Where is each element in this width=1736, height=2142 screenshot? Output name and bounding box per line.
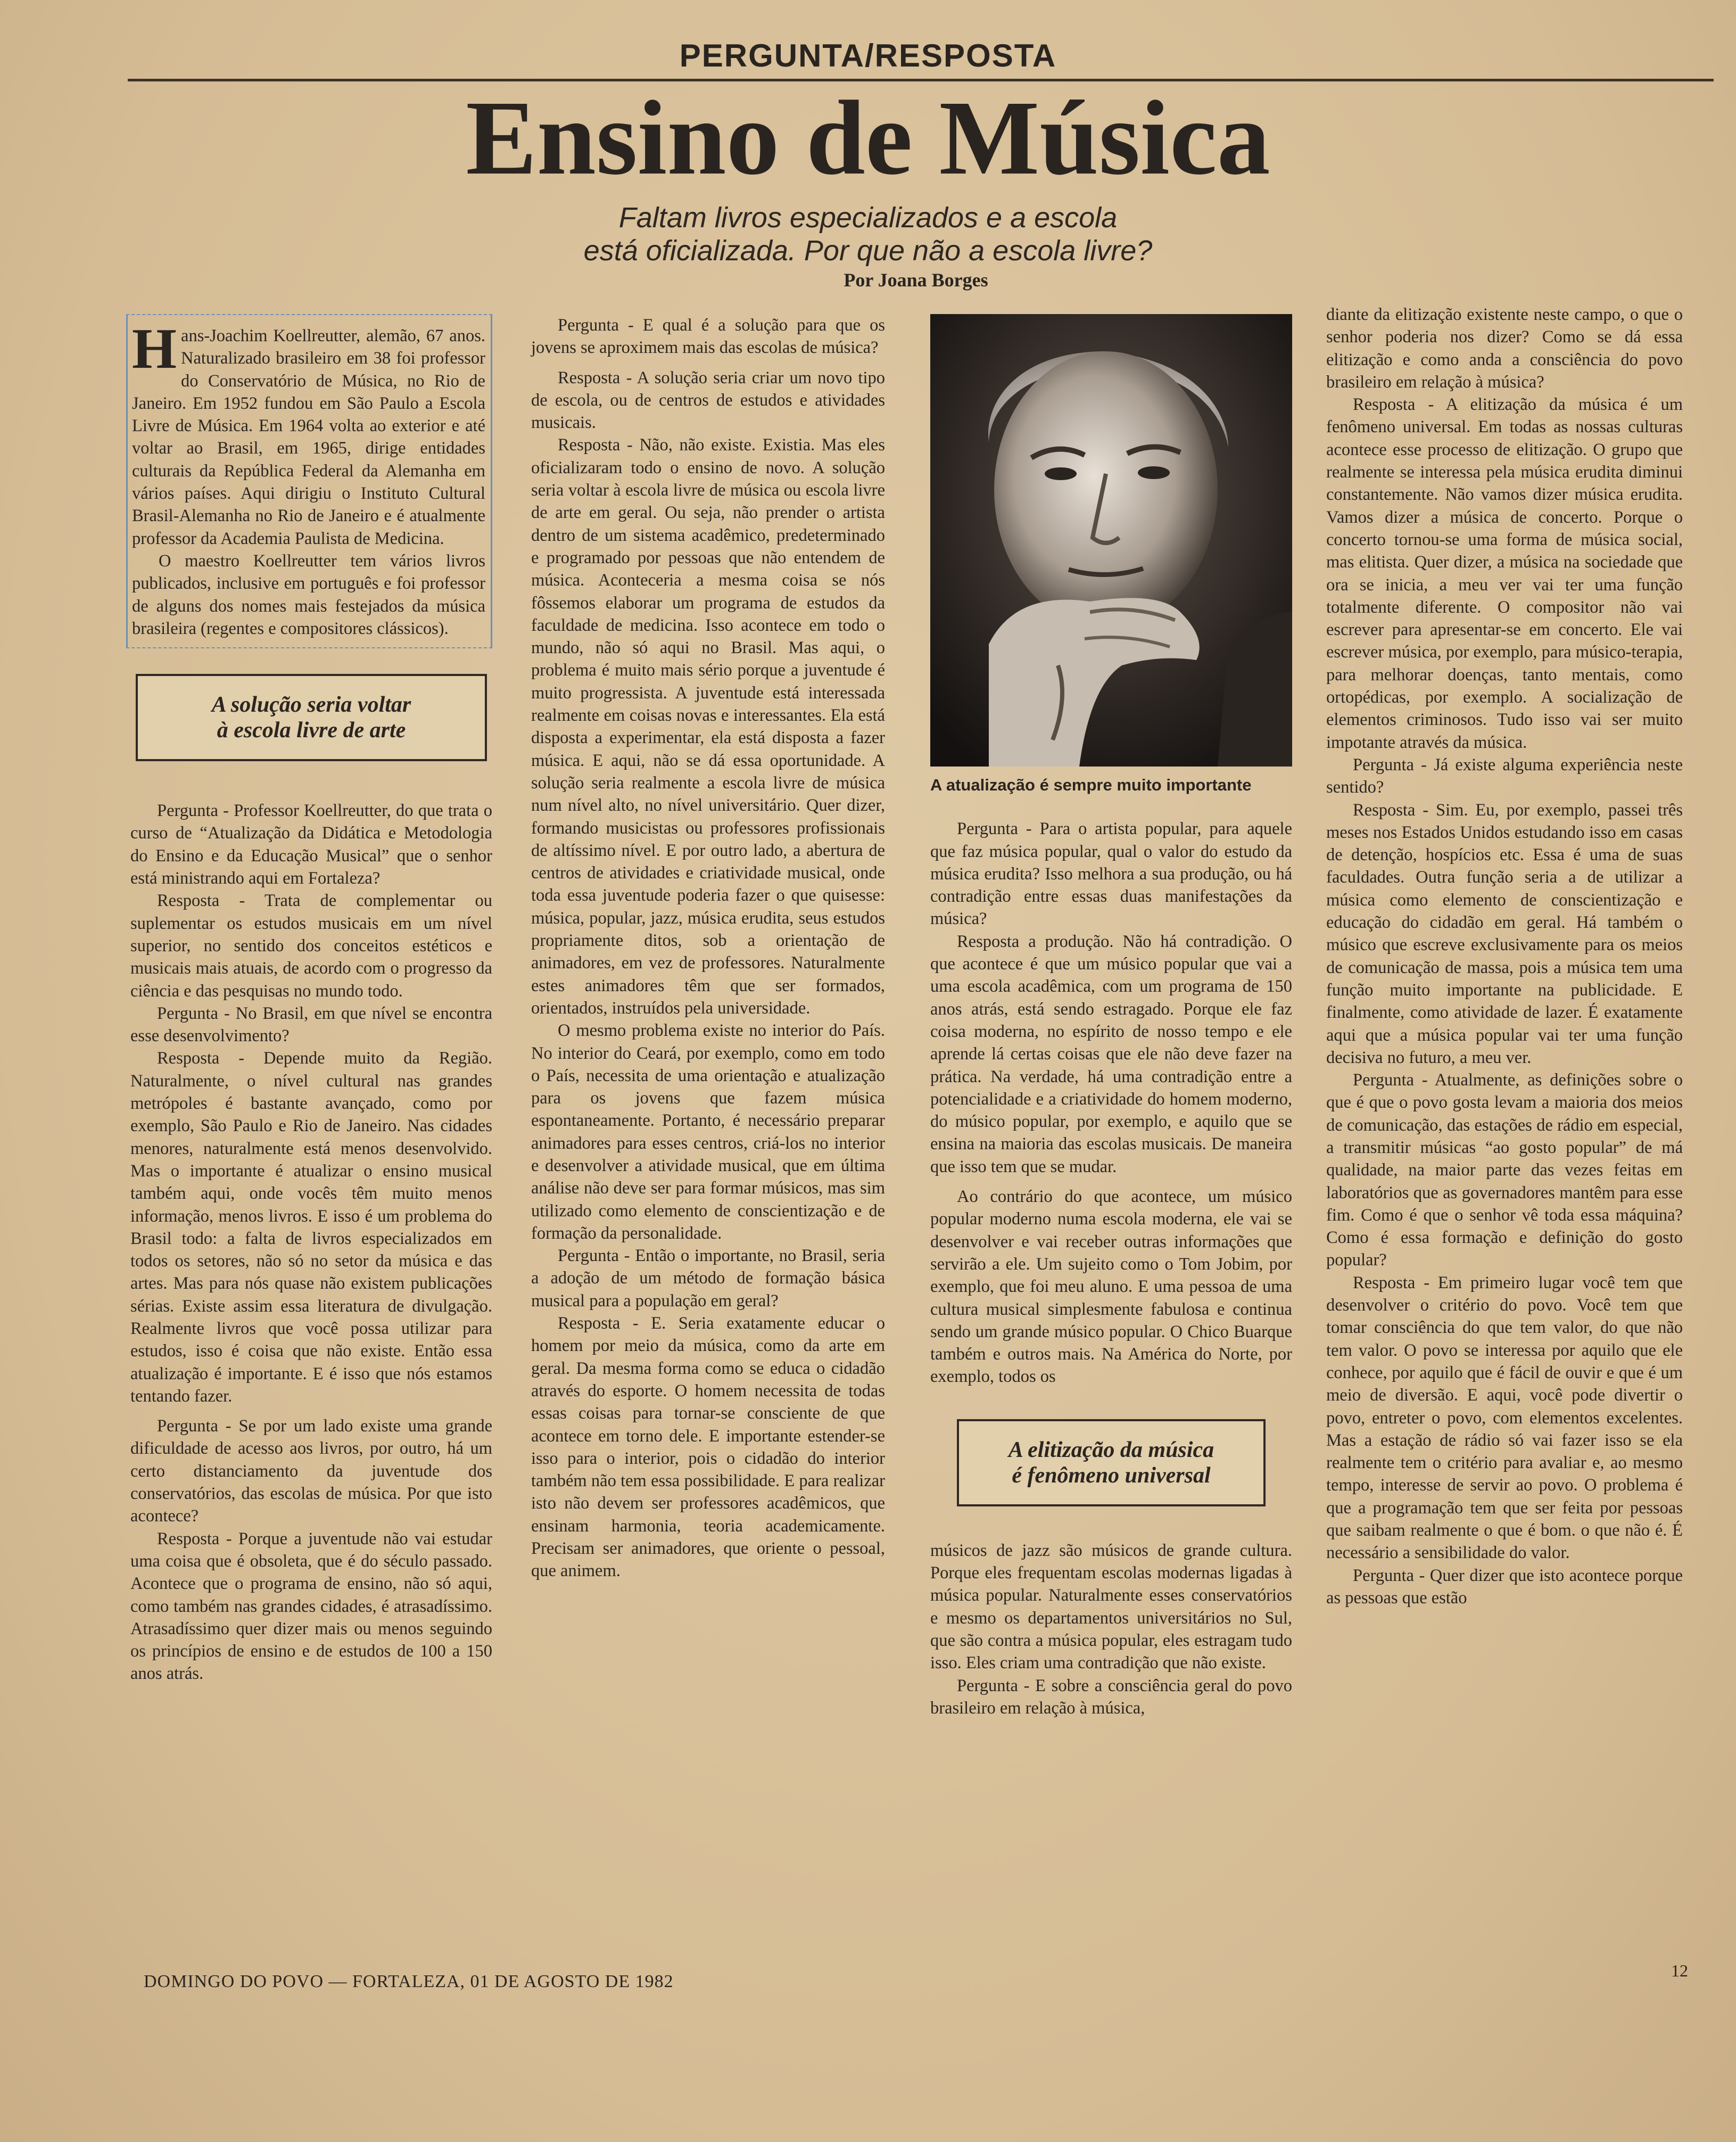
paragraph: Pergunta - E sobre a consciência geral do povo brasileiro em relação à música,	[930, 1676, 1292, 1718]
paragraph: O mesmo problema existe no interior do País. No interior do Ceará, por exemplo, como em todo o País, necessita de uma orientação e atualização para os jovens que fazem música espontaneamente. Portanto, é necessário preparar animadores para esses centros, criá-los no interior e desenvolver a atividade musical, que em última análise não deve ser para formar músicos, mas sim utilizado como elemento de conscientização e de formação da personalidade.	[531, 1021, 885, 1243]
pullquote-2: A elitização da música é fenômeno universal	[957, 1419, 1266, 1506]
paragraph: Pergunta - Atualmente, as definições sobre o que é que o povo gosta levam a maioria dos meios de comunicação, das estações de rádio em especial, a transmitir músicas “ao gosto popular” de má qualidade, na maior parte das vezes feitas em laboratórios que as governadores mantêm para esse fim. Como é que o senhor vê toda essa máquina? Como é essa formação e definição do gosto popular?	[1326, 1070, 1683, 1270]
bio-paragraph-2: O maestro Koellreutter tem vários livros publicados, inclusive em português e foi professor de alguns dos nomes mais festejados da música brasileira (regentes e compositores clássicos).	[132, 551, 485, 638]
paragraph: Resposta - Em primeiro lugar você tem que desenvolver o critério do povo. Você tem que tomar consciência do que tem valor, do que não tem valor. O povo se interessa por aquilo que ele conhece, por aquilo que é fácil de ouvir e que é um meio de diversão. E aqui, você pode divertir o povo, entreter o povo, com elementos excelentes. Mas a estação de rádio só vai fazer isso se ela realmente tem o critério para avaliar e, ao mesmo tempo, interesse de servir ao povo. O problema é que a programação tem que ser feita por pessoas que saibam realmente o que é bom. o que não é. É necessário a sensibilidade do valor.	[1326, 1273, 1683, 1563]
paragraph: Ao contrário do que acontece, um músico popular moderno numa escola moderna, ele vai se desenvolver e vai receber outras informações que servirão a ele. Um sujeito como o Tom Jobim, por exemplo, que foi meu aluno. E uma pessoa de uma cultura musical simplesmente fabulosa e continua sendo um grande músico popular. O Chico Buarque também e outros mais. Na América do Norte, por exemplo, todos os	[930, 1187, 1292, 1387]
paragraph: Pergunta - Já existe alguma experiência neste sentido?	[1326, 755, 1683, 797]
paragraph: Pergunta - No Brasil, em que nível se encontra esse desenvolvimento?	[130, 1003, 492, 1046]
column-3	[930, 314, 1292, 1719]
paragraph: Pergunta - Para o artista popular, para aquele que faz música popular, qual o valor do estudo da música erudita? Isso melhora a sua produção, ou há contradição entre essas duas manifestações da música?	[930, 819, 1292, 929]
section-label: PERGUNTA/RESPOSTA	[679, 38, 1057, 73]
paragraph: Pergunta - Quer dizer que isto acontece porque as pessoas que estão	[1326, 1566, 1683, 1608]
page-number: 12	[1671, 1961, 1688, 1980]
paragraph: Resposta - Trata de complementar ou suplementar os estudos musicais em um nível superior, no sentido dos conceitos estéticos e musicais mais atuais, de acordo com o progresso da ciência e das pesquisas no mundo todo.	[130, 891, 492, 1001]
paragraph: Pergunta - Professor Koellreutter, do que trata o curso de “Atualização da Didática e Metodologia do Ensino e da Educação Musical” que o senhor está ministrando aqui em Fortaleza?	[130, 801, 492, 888]
paragraph: Resposta - E. Seria exatamente educar o homem por meio da música, como da arte em geral. Da mesma forma como se educa o cidadão através do esporte. O homem necessita de todas essas coisas para tornar-se consciente de que acontece em torno dele. E importante estender-se isso para o interior, pois o cidadão do interior também não tem essa possibilidade. E para realizar isto não devem ser professores acadêmicos, que ensinam harmonia, teoria academicamente. Precisam ser animadores, que oriente o pessoal, que animem.	[531, 1314, 885, 1581]
paragraph: diante da elitização existente neste campo, o que o senhor poderia nos dizer? Como se dá essa elitização e como anda a consciência do povo brasileiro em relação à música?	[1326, 305, 1683, 392]
paragraph: Resposta - Porque a juventude não vai estudar uma coisa que é obsoleta, que é do século passado. Acontece que o programa de ensino, não só aqui, como também nas grandes cidades, é atrasadíssimo. Atrasadíssimo quer dizer mais ou menos seguindo os princípios de ensino e de estudos de 100 a 150 anos atrás.	[130, 1529, 492, 1684]
bio-paragraph-1: Hans-Joachim Koellreutter, alemão, 67 anos. Naturalizado brasileiro em 38 foi professor do Conservatório de Música, no Rio de Janeiro. Em 1952 fundou em São Paulo a Escola Livre de Música. Em 1964 volta ao exterior e até voltar ao Brasil, em 1965, dirige entidades culturais da República Federal da Alemanha em vários países. Aqui dirigiu o Instituto Cultural Brasil-Alemanha no Rio de Janeiro e é atualmente professor da Academia Paulista de Medicina.	[132, 317, 485, 548]
paragraph: Resposta - Não, não existe. Existia. Mas eles oficializaram todo o ensino de novo. A solução seria voltar à escola livre de música ou escola livre de arte em geral. Ou seja, não prender o artista dentro de um sistema acadêmico, predeterminado e programado por pessoas que não entendem de música. Aconteceria a mesma coisa se nós fôssemos elaborar um programa de estudos da faculdade de medicina. Isso acontece em todo o mundo, não só aqui no Brasil. Mas aqui, o problema é muito mais sério porque a juventude é muito progressista. A juventude está interessada realmente em coisas novas e interessantes. Ela está disposta a experimentar, ela está disposta a fazer música. E aqui, não se dá essa oportunidade. A solução seria realmente a escola livre de música num nível alto, no nível universitário. Quer dizer, formando musicistas ou professores profissionais de altíssimo nível. E por outro lado, a abertura de centros de atividades e criatividade musical, onde toda essa juventude poderia fazer o que quisesse: música, popular, jazz, música erudita, seus estudos propriamente ditos, sob a orientação de animadores, em vez de professores. Naturalmente estes animadores têm que ser formados, orientados, instruídos pela universidade.	[531, 435, 885, 1018]
headline: Ensino de Música	[466, 79, 1270, 197]
drop-cap: H	[132, 317, 177, 381]
deck	[0, 201, 1736, 267]
pullquote-1: A solução seria voltar à escola livre de arte	[136, 674, 487, 761]
column-4	[1326, 303, 1683, 1609]
paragraph: Resposta - Depende muito da Região. Naturalmente, o nível cultural nas grandes metrópoles é bastante avançado, como por exemplo, São Paulo e Rio de Janeiro. Nas cidades menores, naturalmente está menos desenvolvido. Mas o importante é atualizar o ensino musical também aqui, onde vocês têm muito menos informação, menos livros. E isso é um problema do Brasil todo: a falta de livros especializados em todos os setores, não só no setor da música e das artes. Mas para nós quase não existem publicações sérias. Existe assim essa literatura de divulgação. Realmente livros que você possa utilizar para estudos, isso é coisa que não existe. Então essa atualização é importante. E é isso que nós estamos tentando fazer.	[130, 1049, 492, 1406]
portrait-photo	[930, 314, 1292, 767]
portrait-illustration	[930, 314, 1292, 767]
byline: Por Joana Borges	[844, 269, 988, 291]
paragraph: Pergunta - Então o importante, no Brasil, seria a adoção de um método de formação básica musical para a população em geral?	[531, 1246, 885, 1311]
paragraph: Resposta - A solução seria criar um novo tipo de escola, ou de centros de estudos e atividades musicais.	[531, 368, 885, 433]
paragraph: Resposta - A elitização da música é um fenômeno universal. Em todas as nossas culturas acontece esse processo de elitização. O grupo que realmente se interessa pela música erudita diminui constantemente. Não vamos dizer música erudita. Vamos dizer a música de concerto. Porque o concerto tornou-se uma forma de música social, mas elitista. Quer dizer, a música na sociedade que ora se inicia, a meu ver vai ter uma função totalmente diferente. O compositor não vai escrever para apresentar-se em concerto. Ele vai escrever música, por exemplo, para músico-terapia, para melhorar doenças, tanto mentais, como ortopédicas, por exemplo. A socialização de elementos criminosos. Tudo isso vai ser muito impotante através da música.	[1326, 395, 1683, 752]
paragraph: Resposta a produção. Não há contradição. O que acontece é que um músico popular que vai a uma escola acadêmica, com um programa de 150 anos atrás, está sendo estragado. Porque ele faz coisa moderna, no espírito de nosso tempo e ele aprende lá certas coisas que ele não deve fazer na prática. Na verdade, há uma contradição entre a potencialidade e a criatividade do homem moderno, do músico popular, por exemplo, e aquilo que se ensina na maioria das escolas musicais. De maneira que isso tem que se mudar.	[930, 932, 1292, 1176]
deck-line-1: Faltam livros especializados e a escola	[618, 202, 1118, 234]
paragraph: músicos de jazz são músicos de grande cultura. Porque eles frequentam escolas modernas ligadas à música popular. Naturalmente esses conservatórios e mesmo os departamentos universitários no Sul, que são contra a música popular, eles estragam tudo isso. Eles criam uma contradição que não existe.	[930, 1540, 1292, 1673]
paragraph: Pergunta - E qual é a solução para que os jovens se aproximem mais das escolas de música?	[531, 316, 885, 358]
column-1	[130, 314, 492, 1685]
photo-caption: A atualização é sempre muito importante	[930, 776, 1252, 794]
paragraph: Resposta - Sim. Eu, por exemplo, passei três meses nos Estados Unidos estudando isso em casas de detenção, hospícios etc. Essa é uma de suas faculdades. Outra função seria a de utilizar a música como elemento de conscientização e educação do cidadão em geral. Há também o músico que escreve exclusivamente para os meios de comunicação de massa, pois a música tem uma função muito importante na publicidade. E finalmente, como atividade de lazer. É exatamente aqui que a música popular vai ter uma função decisiva no futuro, a meu ver.	[1326, 800, 1683, 1067]
deck-line-2: está oficializada. Por que não a escola livre?	[583, 235, 1153, 267]
footer-dateline: DOMINGO DO POVO — FORTALEZA, 01 DE AGOSTO DE 1982	[144, 1972, 674, 1991]
column-2	[531, 314, 885, 1583]
paragraph: Pergunta - Se por um lado existe uma grande dificuldade de acesso aos livros, por outro, há um certo distanciamento da juventude dos conservatórios, das escolas de música. Por que isto acontece?	[130, 1416, 492, 1526]
bio-box	[126, 314, 492, 648]
